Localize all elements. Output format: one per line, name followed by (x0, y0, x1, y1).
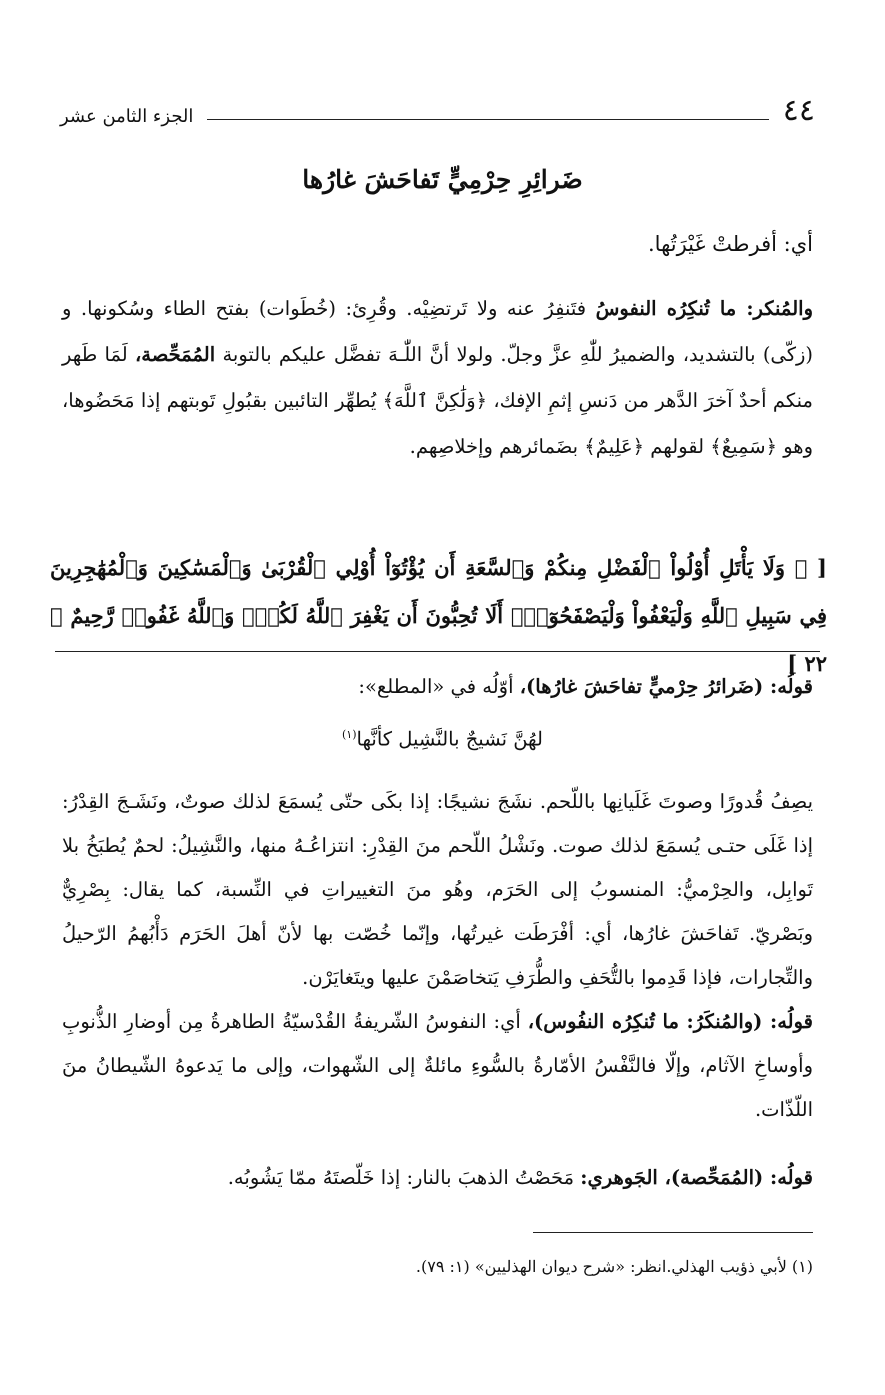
note-text: أوّلُه في «المطلع»: (358, 675, 514, 698)
note-paragraph: يصِفُ قُدورًا وصوتَ غَلَيانِها باللّحم. نشَجَ نشيجًا: إذا بكَى حتّى يُسمَعَ لذلك صوتٌ، ونَشَـجَ القِدْرُ: إذا غَلَى حتـى يُسمَعَ لذلك صوت. ونَشْلُ اللّحم منَ القِدْرِ: انتزاعُـهُ منها، والنَّشِيلُ: لحمٌ يُطبَخُ بلا تَوابِل، والحِرْميُّ: المنسوبُ إلى الحَرَم، وهُو منَ التغييراتِ في النِّسبة، كما يقال: بِصْرِيٌّ وبَصْريّ. تَفاحَشَ غارُها، أي: أفْرَطَت غيرتُها، وإنّما خُصّت بها لأنّ أهلَ الحَرَم دَأْبُهمُ الرّحيلُ والتِّجارات، فإذا قَدِموا بالتُّحَفِ والطُّرَفِ يَتخاصَمْنَ عليها ويتَغايَرْن. (62, 790, 813, 989)
quran-verse: [ ﴿ وَلَا يَأْتَلِ أُوْلُواْ ٱلْفَضْلِ مِنكُمْ وَٱلسَّعَةِ أَن يُؤْتُوٓاْ أُوْلِي ٱلْقُرْبَىٰ وَٱلْمَسَٰكِينَ وَٱلْمُهَٰجِرِينَ فِي سَبِيلِ ٱللَّهِ وَلْيَعْفُواْ وَلْيَصْفَحُوٓاْۗ أَلَا تُحِبُّونَ أَن يَغْفِرَ ٱللَّهُ لَكُمْۚ وَٱللَّهُ غَفُورٞ رَّحِيمٌ ﴾ ٢٢ ] (50, 555, 827, 676)
section-divider (55, 651, 820, 652)
poem-line (200, 717, 685, 758)
section-heading: ضَرائِرِ حِرْمِيٍّ تَفاحَشَ غارُها (302, 165, 583, 194)
note-paragraph (62, 1000, 813, 1132)
commentary-body: فتَنفِرُ عنه ولا تَرتضِيْه. وقُرِئ: (خُطَوات) بفتح الطاء وسُكونها. و (زكّى) بالتشديد، والضميرُ للّٰهِ عزَّ وجلّ. ولولا أنَّ اللّٰـهَ تفضَّل عليكم بالتوبة (62, 297, 813, 366)
note-paragraph (62, 1156, 813, 1200)
running-head (60, 93, 815, 128)
note-paragraph (62, 665, 813, 709)
footnote-divider (533, 1232, 813, 1233)
note-lead: قولُه: (المُمَحِّصة)، الجَوهري: (580, 1166, 813, 1189)
gloss-line: أي: أفرطتْ غَيْرَتُها. (648, 232, 813, 256)
commentary-paragraph (62, 286, 813, 470)
note-lead: قولُه: (والمُنكَرُ: ما تُنكِرُه النفُوس)، (527, 1010, 813, 1033)
footnote-marker: (١) (341, 728, 357, 741)
commentary-bold-term: المُمَحِّصة، (135, 343, 216, 366)
note-text: أي: النفوسُ الشّريفةُ القُدْسيّةُ الطاهرةُ مِن أوضارِ الذُّنوبِ وأوساخِ الآثام، وإلّا فالنَّفْسُ الأمّارةُ بالسُّوءِ مائلةٌ إلى الشّهوات، وإلى ما يَدعوهُ الشّيطانُ منَ اللّذّات. (62, 1010, 813, 1121)
footnote: (١) لأبي ذؤيب الهذلي.انظر: «شرح ديوان الهذليين» (١: ٧٩). (415, 1257, 813, 1276)
header-rule (207, 119, 768, 120)
poem-text: لهُنَّ نَشيجٌ بالنَّشِيل كأنَّها (356, 727, 543, 751)
note-text: مَحَصْتُ الذهبَ بالنار: إذا خَلّصتَهُ ممّا يَشُوبُه. (227, 1166, 575, 1189)
page-number: ٤٤ (782, 93, 815, 128)
note-lead: قولُه: (ضَرائرُ حِرْميٍّ تفاحَشَ غارُها)، (519, 675, 813, 698)
book-part-title: الجزء الثامن عشر (60, 106, 194, 127)
commentary-lead: والمُنكر: ما تُنكِرُه النفوسُ (595, 297, 813, 320)
commentary-body-2: لَمَا طَهر منكم أحدٌ آخرَ الدَّهر من دَنسِ إثمِ الإفك، ﴿وَلَٰكِنَّ ٱللَّهَ﴾ يُطهِّر التائبين بقبُولِ تَوبتهم إذا مَحَضُوها، وهو ﴿سَمِيعٌ﴾ لقولهم ﴿عَلِيمٌ﴾ بضَمائرهم وإخلاصِهم. (62, 343, 813, 458)
